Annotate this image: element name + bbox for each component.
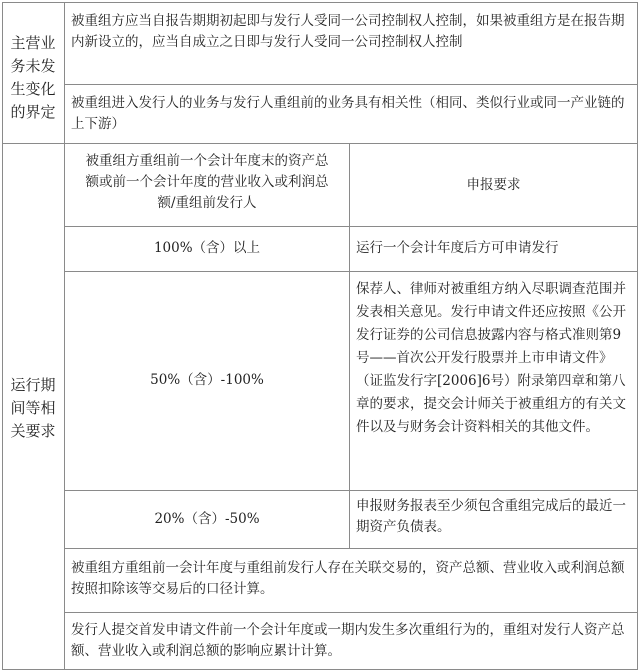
header-requirement-text: 申报要求 <box>466 177 521 193</box>
requirement-100: 运行一个会计年度后方可申请发行 <box>356 240 559 256</box>
requirement-20: 申报财务报表至少须包含重组完成后的最近一期资产负债表。 <box>356 498 626 535</box>
section1-row2-text: 被重组进入发行人的业务与发行人重组前的业务具有相关性（相同、类似行业或同一产业链的上下游） <box>71 95 625 132</box>
section1-label: 主营业务未发生变化的界定 <box>10 34 56 121</box>
note-related-transactions: 被重组方重组前一会计年度与重组前发行人存在关联交易的，资产总额、营业收入或利润总额按照扣除该等交易后的口径计算。 <box>71 560 625 597</box>
threshold-100: 100%（含）以上 <box>153 240 261 256</box>
threshold-20: 20%（含）-50% <box>154 511 260 527</box>
note-multiple-restructurings: 发行人提交首发申请文件前一个会计年度或一期内发生多次重组行为的，重组对发行人资产总额、营业收入或利润总额的影响应累计计算。 <box>71 622 625 659</box>
section2-label: 运行期间等相关要求 <box>10 376 56 440</box>
threshold-50: 50%（含）-100% <box>150 372 264 388</box>
border-right <box>637 2 638 670</box>
header-ratio-text: 被重组方重组前一个会计年度末的资产总额或前一个会计年度的营业收入或利润总额/重组前发行人 <box>85 153 329 211</box>
border-bottom <box>2 669 638 670</box>
requirement-50: 保荐人、律师对被重组方纳入尽职调查范围并发表相关意见。发行申请文件还应按照《公开发行证券的公司信息披露内容与格式准则第9号——首次公开发行股票并上市申请文件》（证监发行字[2006]6号）附录第四章和第八章的要求，提交会计师关于被重组方的有关文件以及与财务会计资料相关的其他文件。 <box>356 281 626 435</box>
section1-row1-text: 被重组方应当自报告期期初起即与发行人受同一公司控制权人控制，如果被重组方是在报告期内新设立的，应当自成立之日即与发行人受同一公司控制权人控制 <box>71 13 625 50</box>
